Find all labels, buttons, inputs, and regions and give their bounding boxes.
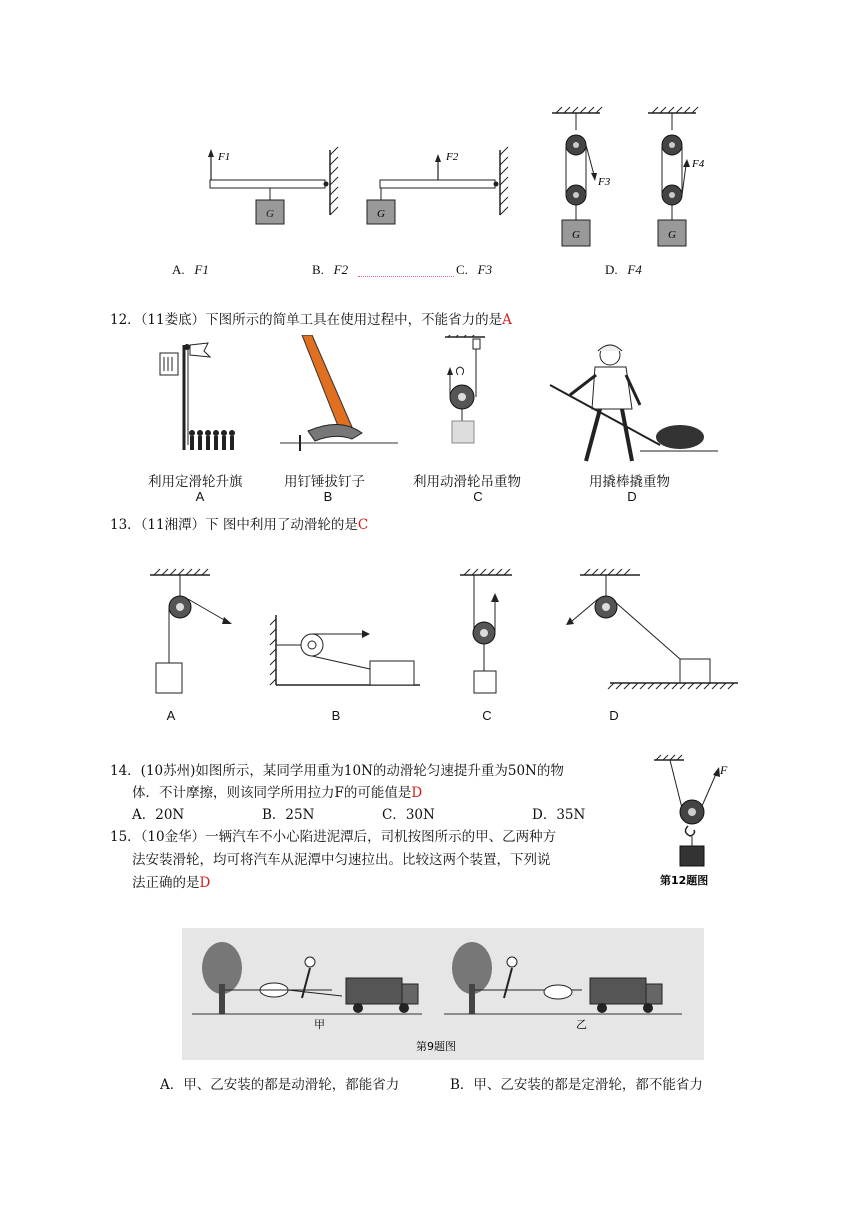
lever-b	[367, 147, 508, 224]
pulley-system-d	[648, 107, 705, 246]
q11-option-d[interactable]: D. F4	[605, 262, 642, 277]
setup-yi	[444, 942, 682, 1031]
q14-option-b[interactable]: B．25N	[262, 807, 315, 823]
lever-a	[208, 147, 338, 224]
q15-option-a[interactable]: A．甲、乙安装的都是动滑轮，都能省力	[160, 1077, 400, 1093]
q12-caption-b: 用钉锤拔钉子	[284, 474, 365, 490]
setup-jia	[192, 942, 422, 1031]
force-label-f1: F1	[218, 151, 231, 163]
weight-label-c: G	[572, 229, 580, 241]
q15-stem-line2: 法安装滑轮，均可将汽车从泥潭中匀速拉出。比较这两个装置，下列说	[132, 852, 551, 868]
claw-hammer-icon	[280, 335, 398, 451]
q14-stem-line2: 体．不计摩擦，则该同学所用拉力F的可能值是D	[132, 785, 423, 801]
q15-figure-drawing	[182, 928, 704, 1060]
q12-letter-d: D	[627, 489, 637, 504]
q13-letter-d: D	[609, 708, 619, 723]
q13-letter-a: A	[166, 708, 176, 723]
q12-caption-a: 利用定滑轮升旗	[148, 474, 243, 490]
q14-figure	[650, 752, 740, 892]
q14-figure-caption: 第12题图	[660, 874, 709, 887]
q12-caption-d: 用撬棒撬重物	[589, 474, 670, 490]
q14-stem-line1: 14．(10苏州)如图所示，某同学用重为10N的动滑轮匀速提升重为50N的物	[110, 763, 564, 779]
q11-option-a[interactable]: A. F1	[172, 262, 209, 277]
weight-label-a: G	[266, 208, 274, 220]
force-label-f4: F4	[692, 158, 705, 170]
force-label-f2: F2	[446, 151, 459, 163]
q12-answer: A	[502, 312, 512, 328]
q11-option-c[interactable]: C. F3	[456, 262, 493, 277]
q15-answer: D	[199, 875, 211, 891]
q13-figures	[140, 565, 740, 700]
q14-option-c[interactable]: C．30N	[382, 807, 435, 823]
q14-option-d[interactable]: D．35N	[532, 807, 586, 823]
q14-force-label: F	[720, 763, 728, 777]
q12-stem: 12．（11娄底）下图所示的简单工具在使用过程中，不能省力的是A	[110, 312, 512, 328]
weight-label-b: G	[377, 208, 385, 220]
label-jia: 甲	[314, 1018, 325, 1031]
q11-figures	[190, 105, 710, 255]
q13-stem: 13．（11湘潭）下 图中利用了动滑轮的是C	[110, 517, 369, 533]
pulley-system-c	[552, 107, 611, 246]
crowbar-worker-icon	[550, 345, 718, 461]
fixed-pulley-d	[566, 569, 738, 689]
q15-option-b[interactable]: B．甲、乙安装的都是定滑轮，都不能省力	[450, 1077, 703, 1093]
q13-letter-c: C	[482, 708, 492, 723]
flagpole-icon	[160, 343, 235, 450]
q12-caption-c: 利用动滑轮吊重物	[413, 474, 521, 490]
q15-stem-line1: 15．（10金华）一辆汽车不小心陷进泥潭后，司机按图所示的甲、乙两种方	[110, 829, 557, 845]
q15-figure-caption: 第9题图	[416, 1040, 456, 1053]
weight-label-d: G	[668, 229, 676, 241]
q11-option-b[interactable]: B. F2	[312, 262, 349, 277]
q15-figure	[182, 928, 704, 1060]
fixed-pulley-a	[150, 569, 232, 693]
q13-answer: C	[357, 517, 369, 533]
movable-pulley-c	[460, 569, 512, 693]
q12-figures	[140, 335, 720, 470]
q12-letter-a: A	[195, 489, 205, 504]
q12-letter-b: B	[323, 489, 333, 504]
q12-letter-c: C	[473, 489, 483, 504]
q13-letter-b: B	[331, 708, 341, 723]
label-yi: 乙	[576, 1018, 587, 1031]
horizontal-pulley-b	[270, 615, 420, 685]
dotted-leader	[358, 276, 454, 277]
movable-pulley-icon	[445, 335, 485, 443]
q14-option-a[interactable]: A．20N	[132, 807, 185, 823]
q15-stem-line3: 法正确的是D	[132, 875, 211, 891]
q14-answer: D	[411, 785, 423, 801]
force-label-f3: F3	[598, 176, 611, 188]
